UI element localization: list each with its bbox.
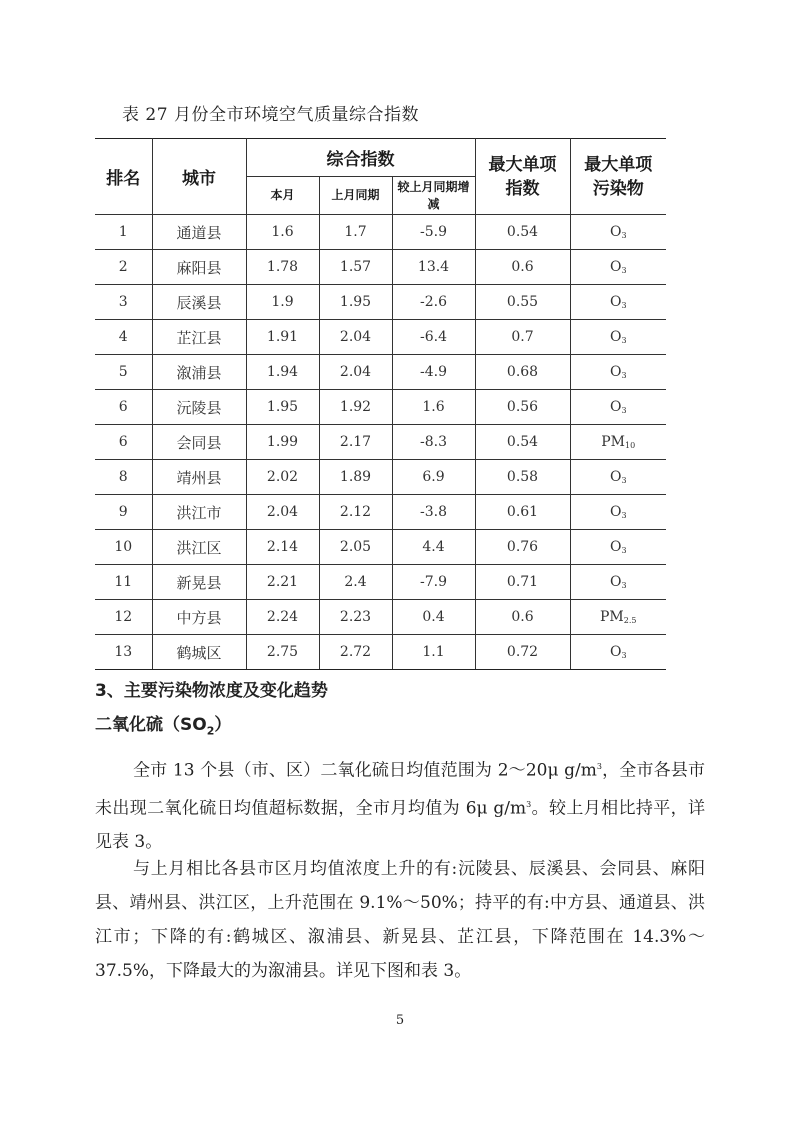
max-index-cell: 0.55 xyxy=(475,285,570,320)
this-month-cell: 1.95 xyxy=(246,390,319,425)
rank-cell: 6 xyxy=(95,425,152,460)
paragraph-so2-trend: 与上月相比各县市区月均值浓度上升的有:沅陵县、辰溪县、会同县、麻阳县、靖州县、洪江区，上升范围在 9.1%～50%；持平的有:中方县、通道县、洪江市；下降的有:鹤城区、溆浦县、新晃县、芷江县，下降范围在 14.3%～37.5%，下降最大的为溆浦县。详见下图和表 3。 xyxy=(95,859,705,981)
rank-cell: 4 xyxy=(95,320,152,355)
table-row xyxy=(95,390,666,425)
last-period-cell: 1.7 xyxy=(319,215,392,250)
this-month-cell: 1.6 xyxy=(246,215,319,250)
table-row xyxy=(95,460,666,495)
city-cell: 麻阳县 xyxy=(152,250,246,285)
last-period-cell: 1.89 xyxy=(319,460,392,495)
max-index-cell: 0.68 xyxy=(475,355,570,390)
pollutant-cell: $O_3$ xyxy=(570,460,666,495)
change-cell: -4.9 xyxy=(392,355,475,390)
city-cell: 芷江县 xyxy=(152,320,246,355)
pollutant-cell: $O_3$ xyxy=(570,285,666,320)
rank-cell: 9 xyxy=(95,495,152,530)
pollutant-cell: $O_3$ xyxy=(570,565,666,600)
table-row xyxy=(95,600,666,635)
rank-cell: 8 xyxy=(95,460,152,495)
change-cell: -6.4 xyxy=(392,320,475,355)
pollutant-cell: $PM_{2.5}$ xyxy=(570,600,666,635)
max-index-cell: 0.6 xyxy=(475,600,570,635)
table-row xyxy=(95,495,666,530)
last-period-cell: 2.12 xyxy=(319,495,392,530)
city-cell: 溆浦县 xyxy=(152,355,246,390)
rank-cell: 11 xyxy=(95,565,152,600)
rank-cell: 12 xyxy=(95,600,152,635)
this-month-cell: 2.75 xyxy=(246,635,319,670)
this-month-cell: 2.14 xyxy=(246,530,319,565)
max-index-cell: 0.54 xyxy=(475,215,570,250)
change-cell: -3.8 xyxy=(392,495,475,530)
max-index-cell: 0.6 xyxy=(475,250,570,285)
pollutant-cell: $O_3$ xyxy=(570,215,666,250)
rank-cell: 6 xyxy=(95,390,152,425)
city-cell: 通道县 xyxy=(152,215,246,250)
pollutant-cell: $O_3$ xyxy=(570,495,666,530)
city-cell: 中方县 xyxy=(152,600,246,635)
last-period-cell: 2.04 xyxy=(319,355,392,390)
so2-subheading: 二氧化硫$(SO_2)$ xyxy=(95,715,232,738)
max-index-cell: 0.72 xyxy=(475,635,570,670)
table-row xyxy=(95,320,666,355)
last-period-cell: 1.92 xyxy=(319,390,392,425)
pollutant-cell: $O_3$ xyxy=(570,355,666,390)
this-month-cell: 2.02 xyxy=(246,460,319,495)
pollutant-cell: $O_3$ xyxy=(570,390,666,425)
rank-cell: 10 xyxy=(95,530,152,565)
this-month-cell: 1.94 xyxy=(246,355,319,390)
section-heading: 3、主要污染物浓度及变化趋势 xyxy=(95,681,328,701)
max-index-cell: 0.54 xyxy=(475,425,570,460)
max-index-cell: 0.61 xyxy=(475,495,570,530)
max-index-cell: 0.71 xyxy=(475,565,570,600)
table-row xyxy=(95,250,666,285)
table-row xyxy=(95,565,666,600)
header-max-pollutant: 最大单项污染物 xyxy=(570,139,666,215)
header-max-index: 最大单项指数 xyxy=(475,139,570,215)
last-period-cell: 2.04 xyxy=(319,320,392,355)
header-last-period: 上月同期 xyxy=(319,177,392,215)
rank-cell: 5 xyxy=(95,355,152,390)
this-month-cell: 2.04 xyxy=(246,495,319,530)
this-month-cell: 1.91 xyxy=(246,320,319,355)
paragraph-so2-range: 全市 13 个县（市、区）二氧化硫日均值范围为 2～20μ $g/m^3$，全市各县市未出现二氧化硫日均值超标数据，全市月均值为 6μ $g/m^3$。较上月相比持平，详见表 3。 xyxy=(95,760,706,853)
pollutant-cell: $PM_{10}$ xyxy=(570,425,666,460)
rank-cell: 2 xyxy=(95,250,152,285)
rank-cell: 13 xyxy=(95,635,152,670)
header-composite-index: 综合指数 xyxy=(246,139,475,177)
header-this-month: 本月 xyxy=(246,177,319,215)
header-rank: 排名 xyxy=(95,139,152,215)
last-period-cell: 1.57 xyxy=(319,250,392,285)
table-row xyxy=(95,530,666,565)
header-city: 城市 xyxy=(152,139,246,215)
table-row xyxy=(95,285,666,320)
last-period-cell: 2.17 xyxy=(319,425,392,460)
change-cell: 13.4 xyxy=(392,250,475,285)
this-month-cell: 1.9 xyxy=(246,285,319,320)
change-cell: 1.6 xyxy=(392,390,475,425)
rank-cell: 3 xyxy=(95,285,152,320)
pollutant-cell: $O_3$ xyxy=(570,530,666,565)
pollutant-cell: $O_3$ xyxy=(570,635,666,670)
table-row xyxy=(95,215,666,250)
max-index-cell: 0.58 xyxy=(475,460,570,495)
change-cell: 6.9 xyxy=(392,460,475,495)
last-period-cell: 2.4 xyxy=(319,565,392,600)
city-cell: 鹤城区 xyxy=(152,635,246,670)
change-cell: 4.4 xyxy=(392,530,475,565)
rank-cell: 1 xyxy=(95,215,152,250)
city-cell: 新晃县 xyxy=(152,565,246,600)
this-month-cell: 2.24 xyxy=(246,600,319,635)
city-cell: 洪江市 xyxy=(152,495,246,530)
this-month-cell: 2.21 xyxy=(246,565,319,600)
pollutant-cell: $O_3$ xyxy=(570,250,666,285)
max-index-cell: 0.7 xyxy=(475,320,570,355)
change-cell: 1.1 xyxy=(392,635,475,670)
this-month-cell: 1.78 xyxy=(246,250,319,285)
last-period-cell: 2.05 xyxy=(319,530,392,565)
last-period-cell: 2.72 xyxy=(319,635,392,670)
city-cell: 靖州县 xyxy=(152,460,246,495)
last-period-cell: 1.95 xyxy=(319,285,392,320)
city-cell: 辰溪县 xyxy=(152,285,246,320)
change-cell: -2.6 xyxy=(392,285,475,320)
change-cell: 0.4 xyxy=(392,600,475,635)
page-number: 5 xyxy=(395,1013,405,1028)
air-quality-table xyxy=(95,138,666,670)
this-month-cell: 1.99 xyxy=(246,425,319,460)
table-row xyxy=(95,355,666,390)
change-cell: -5.9 xyxy=(392,215,475,250)
max-index-cell: 0.56 xyxy=(475,390,570,425)
pollutant-cell: $O_3$ xyxy=(570,320,666,355)
city-cell: 会同县 xyxy=(152,425,246,460)
change-cell: -8.3 xyxy=(392,425,475,460)
city-cell: 沅陵县 xyxy=(152,390,246,425)
max-index-cell: 0.76 xyxy=(475,530,570,565)
table-caption: 表 27 月份全市环境空气质量综合指数 xyxy=(122,105,419,125)
table-row xyxy=(95,635,666,670)
header-change: 较上月同期增减 xyxy=(392,177,475,215)
city-cell: 洪江区 xyxy=(152,530,246,565)
last-period-cell: 2.23 xyxy=(319,600,392,635)
change-cell: -7.9 xyxy=(392,565,475,600)
table-row xyxy=(95,425,666,460)
